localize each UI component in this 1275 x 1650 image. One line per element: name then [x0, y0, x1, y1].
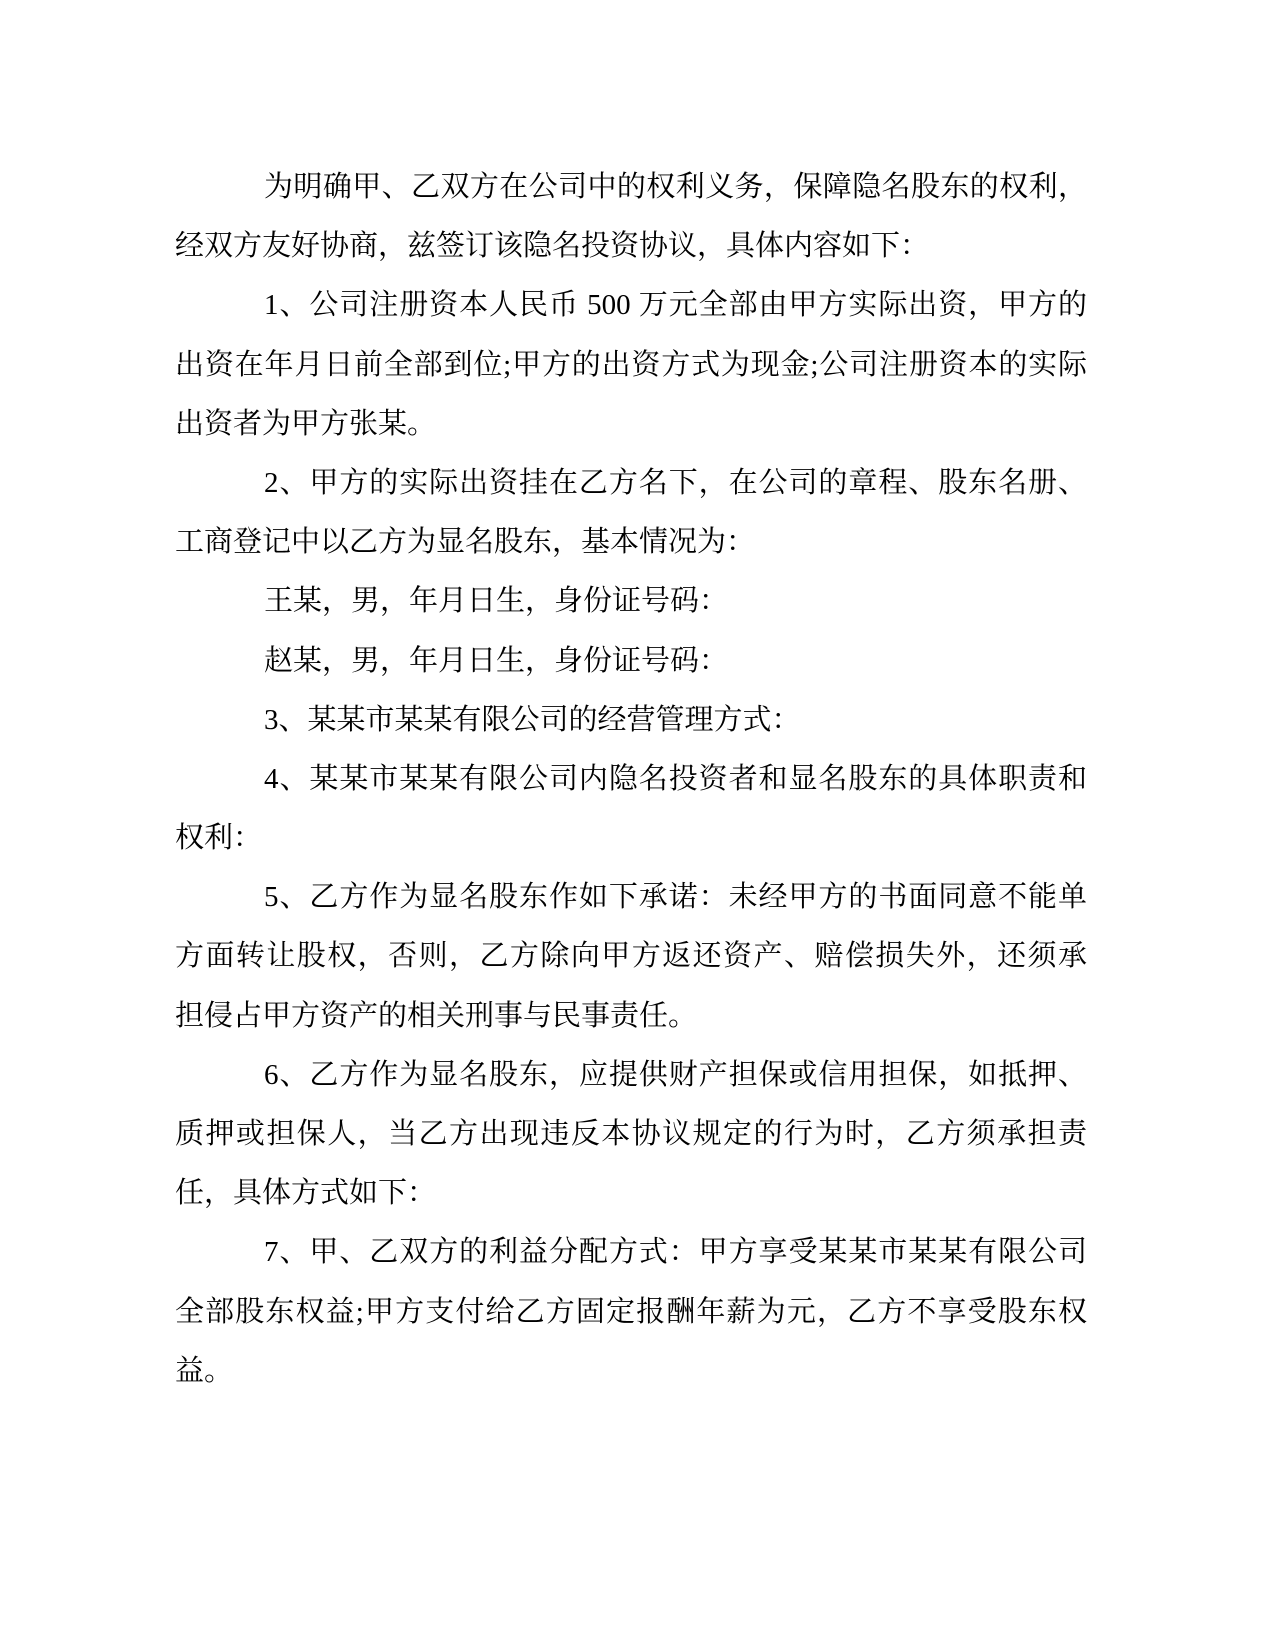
paragraph-shareholder-zhao	[175, 632, 1087, 691]
paragraph-line: 为明确甲、乙双方在公司中的权利义务，保障隐名股东的权利，	[264, 171, 1087, 203]
paragraph-clause-2	[175, 454, 1087, 572]
paragraph-line: 益。	[175, 1354, 234, 1387]
paragraph-line: 方面转让股权，否则，乙方除向甲方返还资产、赔偿损失外，还须承	[175, 940, 1087, 973]
paragraph-shareholder-wang	[175, 572, 1087, 631]
paragraph-line: 出资者为甲方张某。	[175, 407, 437, 440]
paragraph-clause-6	[175, 1046, 1087, 1224]
paragraph-line: 任，具体方式如下：	[175, 1177, 437, 1210]
paragraph-line: 全部股东权益;甲方支付给乙方固定报酬年薪为元，乙方不享受股东权	[175, 1295, 1087, 1328]
paragraph-clause-5	[175, 868, 1087, 1046]
paragraph-line: 出资在年月日前全部到位;甲方的出资方式为现金;公司注册资本的实际	[175, 348, 1087, 381]
paragraph-line: 2、甲方的实际出资挂在乙方名下，在公司的章程、股东名册、	[264, 466, 1087, 499]
paragraph-clause-4	[175, 750, 1087, 868]
paragraph-preamble	[175, 158, 1087, 276]
paragraph-line: 6、乙方作为显名股东，应提供财产担保或信用担保，如抵押、	[264, 1058, 1087, 1091]
paragraph-line: 7、甲、乙双方的利益分配方式：甲方享受某某市某某有限公司	[264, 1236, 1087, 1269]
paragraph-line: 4、某某市某某有限公司内隐名投资者和显名股东的具体职责和	[264, 762, 1087, 795]
document-body	[175, 158, 1087, 1401]
paragraph-clause-7	[175, 1223, 1087, 1401]
paragraph-line: 5、乙方作为显名股东作如下承诺：未经甲方的书面同意不能单	[264, 881, 1087, 914]
paragraph-clause-1	[175, 276, 1087, 454]
paragraph-line: 质押或担保人，当乙方出现违反本协议规定的行为时，乙方须承担责	[175, 1118, 1087, 1150]
paragraph-line: 权利：	[175, 822, 263, 855]
paragraph-line: 赵某，男，年月日生，身份证号码：	[264, 644, 729, 677]
paragraph-line: 经双方友好协商，兹签订该隐名投资协议，具体内容如下：	[175, 230, 930, 263]
paragraph-line: 3、某某市某某有限公司的经营管理方式：	[264, 703, 801, 736]
paragraph-line: 1、公司注册资本人民币 500 万元全部由甲方实际出资，甲方的	[264, 289, 1087, 322]
paragraph-line: 工商登记中以乙方为显名股东，基本情况为：	[175, 526, 756, 559]
paragraph-clause-3	[175, 691, 1087, 750]
paragraph-line: 王某，男，年月日生，身份证号码：	[264, 585, 729, 618]
paragraph-line: 担侵占甲方资产的相关刑事与民事责任。	[175, 999, 698, 1032]
